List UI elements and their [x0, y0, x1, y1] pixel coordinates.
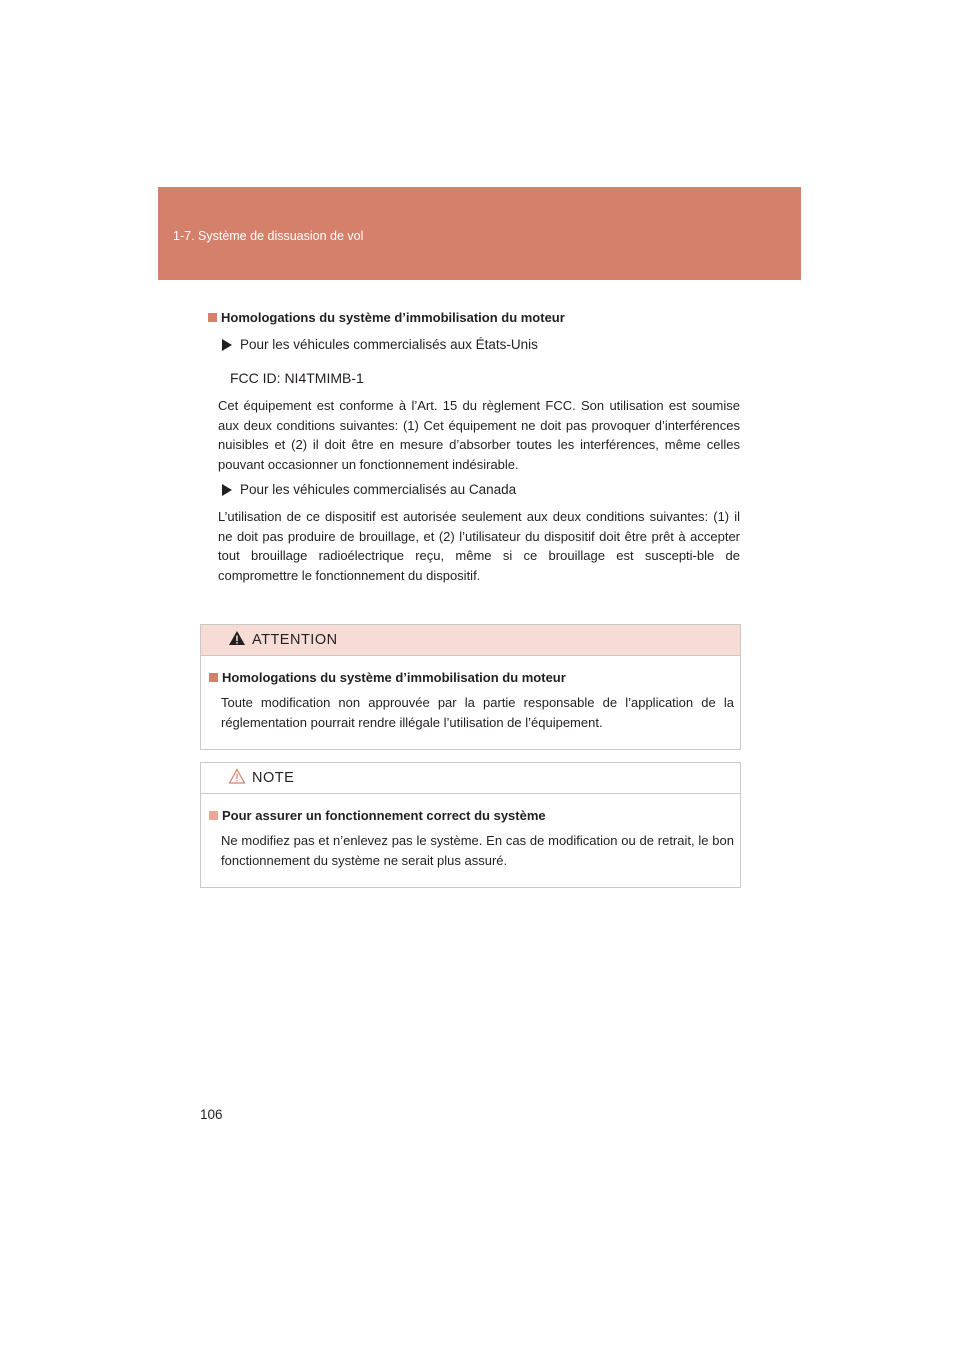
- note-body: [201, 794, 740, 870]
- square-bullet-icon: [209, 673, 218, 682]
- caution-triangle-icon: [228, 768, 246, 789]
- note-heading-text: Pour assurer un fonctionnement correct du système: [222, 808, 546, 823]
- attention-body: [201, 656, 740, 732]
- note-header: [201, 763, 740, 794]
- note-text: Ne modifiez pas et n’enlevez pas le système. En cas de modification ou de retrait, le bon fonctionnement du système ne serait plus assuré.: [221, 833, 734, 868]
- triangle-bullet-icon: [222, 484, 232, 496]
- us-bullet-text: Pour les véhicules commercialisés aux États-Unis: [240, 337, 538, 352]
- attention-box: [200, 624, 741, 750]
- attention-text: Toute modification non approuvée par la partie responsable de l’application de la réglementation pourrait rendre illégale l’utilisation de l’équipement.: [221, 695, 734, 730]
- attention-heading-text: Homologations du système d’immobilisation du moteur: [222, 670, 566, 685]
- square-bullet-icon: [209, 811, 218, 820]
- us-bullet: [222, 337, 740, 352]
- us-paragraph: Cet équipement est conforme à l’Art. 15 du règlement FCC. Son utilisation est soumise aux deux conditions suivantes: (1) Cet équipement ne doit pas provoquer d’interférences nuisibles et (2) il doit être en mesure d’absorber toutes les interférences, même celles pouvant occasionner un fonctionnement indésirable.: [218, 398, 740, 472]
- canada-bullet: [222, 482, 740, 497]
- attention-heading: [209, 670, 734, 685]
- note-heading: [209, 808, 734, 823]
- attention-title: ATTENTION: [252, 632, 338, 648]
- immobiliser-heading-text: Homologations du système d’immobilisation du moteur: [221, 310, 565, 325]
- warning-triangle-icon: [228, 630, 246, 651]
- canada-paragraph: L’utilisation de ce dispositif est autorisée seulement aux deux conditions suivantes: (1) il ne doit pas produire de brouillage, et (2) l’utilisateur du dispositif doit être prêt à accepter tout brouillage radioélectrique reçu, même si ce brouillage est suscepti-ble de compromettre le fonctionnement du dispositif.: [218, 509, 740, 583]
- note-title: NOTE: [252, 770, 295, 786]
- section-title: 1-7. Système de dissuasion de vol: [173, 229, 364, 243]
- immobiliser-heading: [208, 310, 740, 325]
- triangle-bullet-icon: [222, 339, 232, 351]
- main-content: [200, 310, 740, 585]
- note-box: [200, 762, 741, 888]
- canada-bullet-text: Pour les véhicules commercialisés au Canada: [240, 482, 517, 497]
- attention-header: [201, 625, 740, 656]
- square-bullet-icon: [208, 313, 217, 322]
- page-number: 106: [200, 1107, 223, 1122]
- fcc-id: FCC ID: NI4TMIMB-1: [230, 370, 364, 386]
